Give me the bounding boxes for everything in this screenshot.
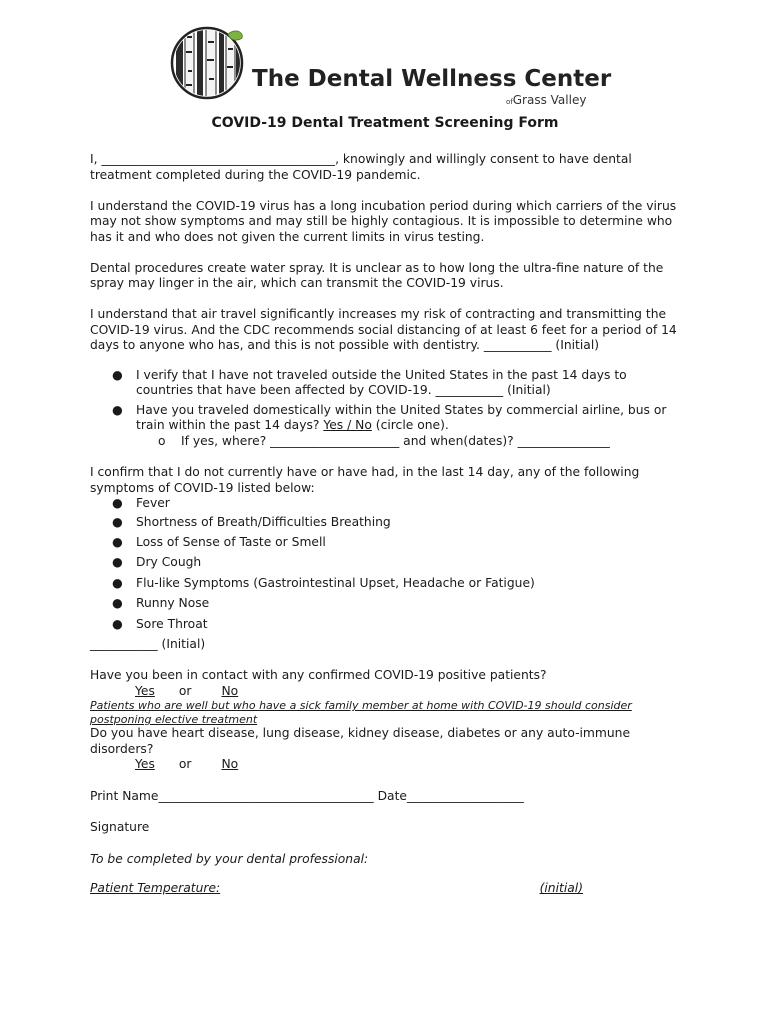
symptom-shortness-of-breath: Shortness of Breath/Difficulties Breathing	[136, 514, 391, 529]
location-text: Grass Valley	[512, 93, 587, 107]
signature-label: Signature	[90, 820, 150, 835]
contact-question: Have you been in contact with any confirmed COVID-19 positive patients?	[90, 668, 547, 683]
list-item	[90, 552, 680, 572]
symptoms-list	[90, 496, 680, 654]
contact-answer-row	[90, 684, 680, 700]
symptom-fever: Fever	[136, 496, 170, 510]
print-name-date-line: Print Name___________________________________ Date___________________	[90, 788, 524, 803]
list-item	[90, 614, 680, 634]
list-item	[90, 496, 680, 512]
form-body	[90, 152, 680, 897]
logo	[170, 26, 612, 107]
list-item	[90, 573, 680, 593]
clinic-location	[506, 93, 586, 111]
list-item	[90, 512, 680, 532]
list-item	[90, 532, 680, 552]
contact-yes-option[interactable]: Yes	[135, 683, 155, 698]
clinic-name: The Dental Wellness Center	[252, 66, 612, 92]
form-title: COVID-19 Dental Treatment Screening Form	[211, 115, 559, 131]
heart-no-option[interactable]: No	[221, 757, 239, 772]
temperature-initial-label: (initial)	[539, 881, 583, 896]
list-item	[90, 403, 680, 434]
consent-statement: I, ______________________________________, knowingly and willingly consent to have dental treatment completed during the COVID-19 pandemic.	[90, 152, 632, 182]
symptoms-intro: I confirm that I do not currently have or have had, in the last 14 day, any of the following symptoms of COVID-19 listed below:	[90, 465, 640, 495]
water-spray-paragraph: Dental procedures create water spray. It is unclear as to how long the ultra-fine nature of the spray may linger in the air, which can transmit the COVID-19 virus.	[90, 260, 664, 290]
sub-bullet-icon: o	[158, 433, 166, 448]
bullet-icon: ●	[112, 596, 123, 611]
domestic-travel-text: Have you traveled domestically within the United States by commercial airline, bus or train within the past 14 days?	[136, 402, 667, 432]
or-text: or	[178, 683, 192, 698]
or-text: or	[178, 757, 192, 772]
travel-details-text: If yes, where? _____________________ and when(dates)? _______________	[181, 433, 610, 448]
family-member-note: Patients who are well but who have a sick family member at home with COVID-19 should consider postponing elective treatment	[90, 699, 632, 726]
bullet-icon: ●	[112, 402, 123, 417]
symptom-flu-like: Flu-like Symptoms (Gastrointestinal Upset, Headache or Fatigue)	[136, 575, 535, 590]
bullet-icon: ●	[112, 555, 123, 570]
symptom-sore-throat: Sore Throat	[136, 616, 208, 631]
bullet-icon: ●	[112, 496, 123, 510]
air-travel-paragraph: I understand that air travel significantly increases my risk of contracting and transmitting the COVID-19 virus. And the CDC recommends social distancing of at least 6 feet for a period of 14 days to anyone who has, and this is not possible with dentistry. ___________ (Initial)	[90, 307, 677, 352]
temperature-row	[90, 881, 583, 897]
heart-answer-row	[90, 757, 680, 773]
heart-yes-option[interactable]: Yes	[135, 757, 155, 772]
professional-section-label: To be completed by your dental professional:	[90, 851, 369, 866]
bullet-icon: ●	[112, 575, 123, 590]
heart-disease-question: Do you have heart disease, lung disease, kidney disease, diabetes or any auto-immune disorders?	[90, 726, 631, 756]
contact-no-option[interactable]: No	[221, 683, 239, 698]
travel-list	[90, 368, 680, 434]
list-item	[90, 593, 680, 613]
travel-details-item	[90, 434, 680, 450]
symptom-dry-cough: Dry Cough	[136, 555, 202, 570]
travel-yes-no-option[interactable]: Yes / No	[323, 418, 372, 432]
incubation-paragraph: I understand the COVID-19 virus has a long incubation period during which carriers of the virus may not show symptoms and may still be highly contagious. It is impossible to determine who has it and who does not given the current limits in virus testing.	[90, 198, 677, 244]
bullet-icon: ●	[112, 616, 123, 631]
list-item	[90, 368, 680, 399]
symptom-loss-of-taste: Loss of Sense of Taste or Smell	[136, 534, 326, 549]
circle-one-text: (circle one).	[371, 418, 449, 432]
symptoms-initial-line: ___________ (Initial)	[90, 636, 206, 651]
bullet-icon: ●	[112, 514, 123, 529]
patient-temperature-label: Patient Temperature:	[90, 881, 221, 896]
birch-tree-logo-icon	[170, 26, 244, 100]
list-item	[90, 634, 680, 654]
bullet-icon: ●	[112, 367, 123, 382]
symptom-runny-nose: Runny Nose	[136, 596, 210, 611]
international-travel-text: I verify that I have not traveled outside the United States in the past 14 days to countries that have been affected by COVID-19. ___________ (Initial)	[136, 367, 627, 397]
bullet-icon: ●	[112, 534, 123, 549]
of-text: of	[506, 98, 513, 106]
